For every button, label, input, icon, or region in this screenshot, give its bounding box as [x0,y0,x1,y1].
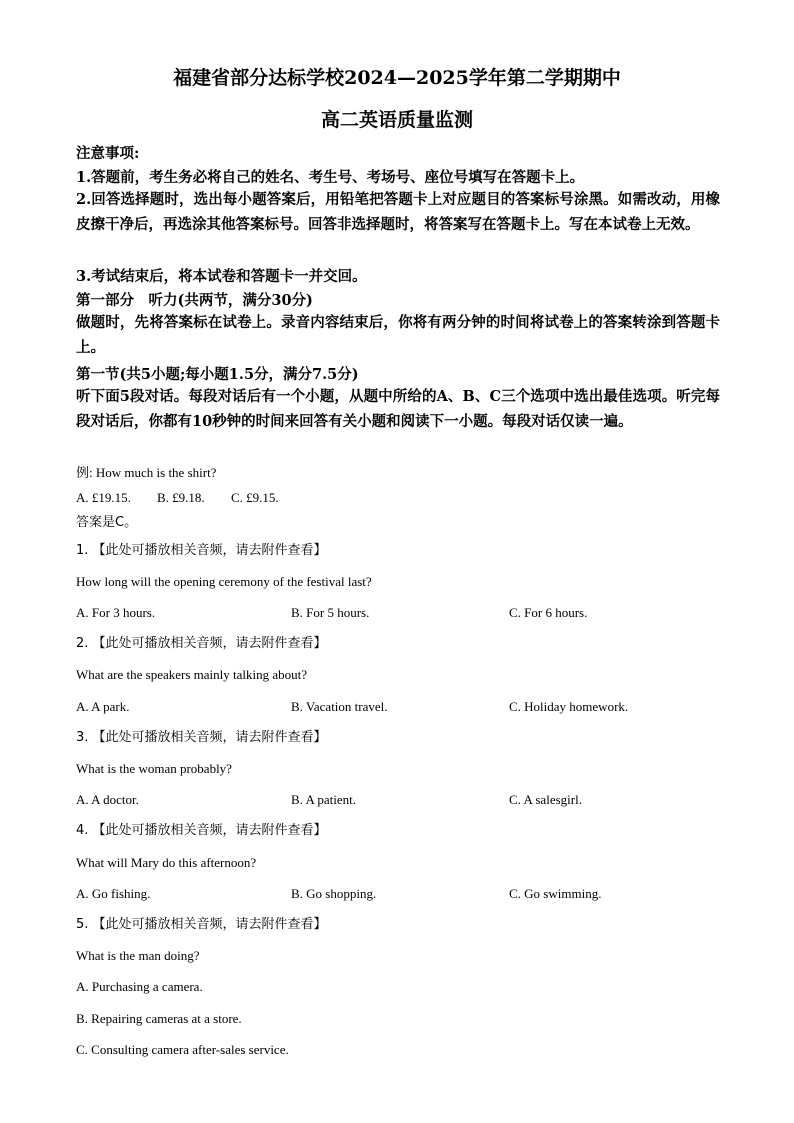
question-4-option-c: C. Go swimming. [509,886,602,901]
question-1-text: How long will the opening ceremony of the festival last? [76,574,372,589]
example-option-b: B. £9.18. [157,490,205,505]
question-4-option-b: B. Go shopping. [291,886,377,901]
question-2-option-c: C. Holiday homework. [509,699,629,714]
example-question: 例: How much is the shirt? [76,465,217,480]
question-5-option-b: B. Repairing cameras at a store. [76,1011,242,1026]
question-2-text: What are the speakers mainly talking about? [76,667,308,682]
notes-heading: 注意事项: [76,145,140,162]
part1-heading: 第一部分 听力(共两节，满分30分) [76,292,313,309]
question-1-option-b: B. For 5 hours. [291,605,370,620]
example-option-c: C. £9.15. [231,490,279,505]
example-option-a: A. £19.15. [76,490,131,505]
question-3-text: What is the woman probably? [76,761,232,776]
notes-item-1: 1.答题前，考生务必将自己的姓名、考生号、考场号、座位号填写在答题卡上。 [76,169,585,186]
question-1-option-a: A. For 3 hours. [76,605,156,620]
question-3-label: 3. 【此处可播放相关音频，请去附件查看】 [76,730,327,745]
question-5-text: What is the man doing? [76,948,200,963]
question-2-label: 2. 【此处可播放相关音频，请去附件查看】 [76,636,327,651]
question-2-option-a: A. A park. [76,699,130,714]
question-2-option-b: B. Vacation travel. [291,699,388,714]
section1-heading: 第一节(共5小题;每小题1.5分，满分7.5分) [76,366,359,383]
question-1-label: 1. 【此处可播放相关音频，请去附件查看】 [76,543,327,558]
exam-title-line2: 高二英语质量监测 [320,109,473,131]
part1-instruction: 做题时，先将答案标在试卷上。录音内容结束后，你将有两分钟的时间将试卷上的答案转涂到答题卡上。 [76,314,720,356]
question-5-label: 5. 【此处可播放相关音频，请去附件查看】 [76,917,327,932]
exam-title-line1: 福建省部分达标学校2024—2025学年第二学期期中 [173,67,621,89]
question-4-text: What will Mary do this afternoon? [76,855,257,870]
section1-instruction: 听下面5段对话。每段对话后有一个小题，从题中所给的A、B、C三个选项中选出最佳选项。听完每段对话后，你都有10秒钟的时间来回答有关小题和阅读下一小题。每段对话仅读一遍。 [76,388,720,430]
example-answer: 答案是C。 [76,515,138,530]
question-3-option-b: B. A patient. [291,792,356,807]
notes-item-3: 3.考试结束后，将本试卷和答题卡一并交回。 [76,268,367,285]
question-4-label: 4. 【此处可播放相关音频，请去附件查看】 [76,823,327,838]
question-5-option-a: A. Purchasing a camera. [76,979,203,994]
question-4-option-a: A. Go fishing. [76,886,151,901]
question-1-option-c: C. For 6 hours. [509,605,588,620]
notes-item-2: 2.回答选择题时，选出每小题答案后，用铅笔把答题卡上对应题目的答案标号涂黑。如需改动，用橡皮擦干净后，再选涂其他答案标号。回答非选择题时，将答案写在答题卡上。写在本试卷上无效。 [76,191,720,233]
question-3-option-a: A. A doctor. [76,792,139,807]
question-3-option-c: C. A salesgirl. [509,792,582,807]
question-5-option-c: C. Consulting camera after-sales service. [76,1042,289,1057]
